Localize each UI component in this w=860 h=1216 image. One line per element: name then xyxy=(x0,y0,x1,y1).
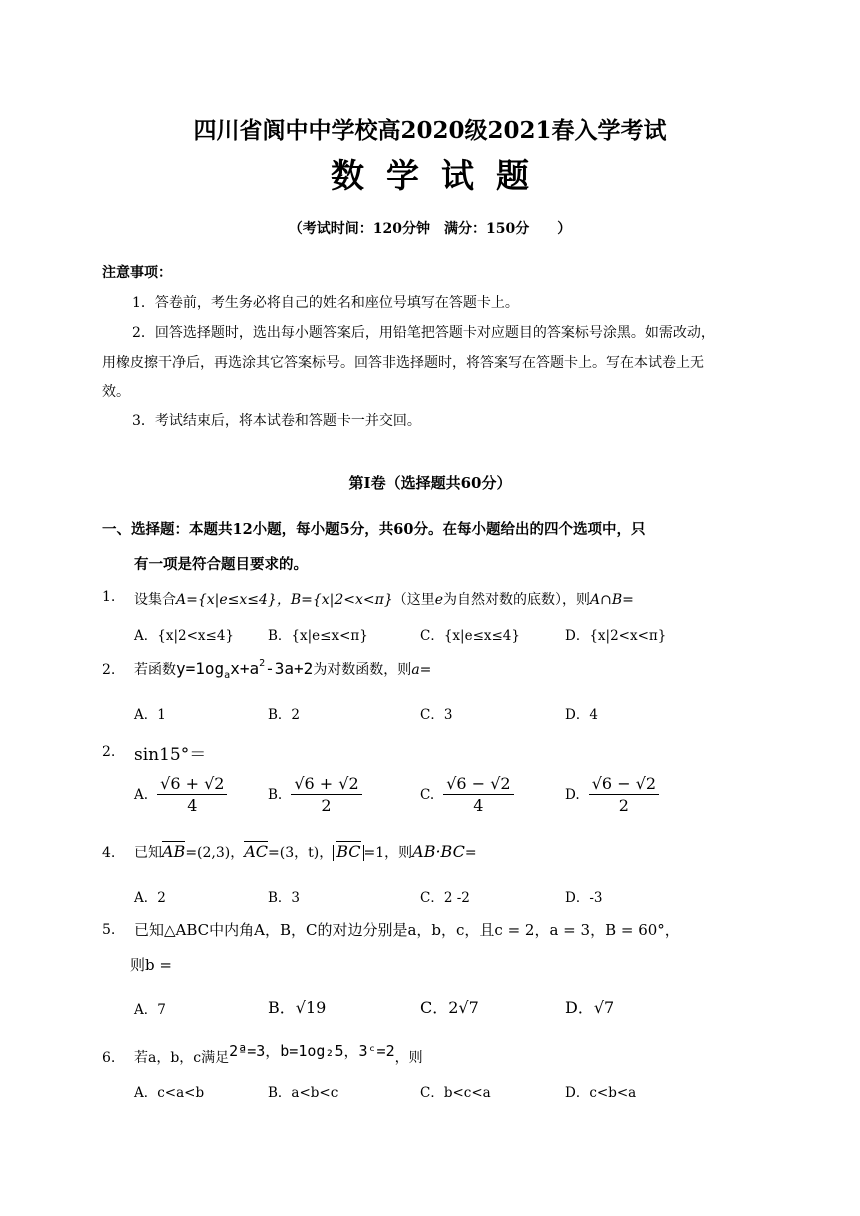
q2-stem-text-a: 若函数 xyxy=(134,662,176,678)
exam-title: 四川省阆中中学校高2020级2021春入学考试 xyxy=(193,117,667,144)
notice-item-2-line-1: 2．回答选择题时，选出每小题答案后，用铅笔把答题卡对应题目的答案标号涂黑。如需改动， xyxy=(132,325,715,341)
q1-option-d: D．{x|2<x<π} xyxy=(565,628,667,644)
part1-instructions-line-2: 有一项是符合题目要求的。 xyxy=(134,556,308,573)
notice-heading: 注意事项： xyxy=(102,265,172,281)
q3-option-c: C. $\frac{√6 - √2}{4}$ xyxy=(420,774,514,815)
q3-option-d-numerator: √6 − √2 xyxy=(589,774,659,795)
q1-stem xyxy=(134,589,634,609)
exam-info: （考试时间：120分钟 满分：150分 ） xyxy=(288,221,572,237)
notice-item-3: 3．考试结束后，将本试卷和答题卡一并交回。 xyxy=(132,413,421,429)
q3-option-a-denominator: 4 xyxy=(187,796,198,815)
q4-bc-value: =1，则 xyxy=(363,845,413,861)
q2-stem-text-b: 为对数函数，则 xyxy=(313,662,412,678)
q1-option-b: B．{x|e≤x<π} xyxy=(268,628,368,644)
q3-stem: sin15°＝ xyxy=(134,745,207,765)
q5-option-c: C．2√7 xyxy=(420,998,479,1017)
q3-option-a: A. $\frac{√6 + √2}{4}$ xyxy=(134,774,227,815)
q4-option-a: A．2 xyxy=(134,890,166,906)
q4-stem-text-a: 已知 xyxy=(134,845,162,861)
q3-option-d: D. $\frac{√6 - √2}{2}$ xyxy=(565,774,659,815)
q6-option-c: C．b<c<a xyxy=(420,1085,491,1101)
notice-item-1: 1．答卷前，考生务必将自己的姓名和座位号填写在答题卡上。 xyxy=(132,295,519,311)
q6-option-b: B．a<b<c xyxy=(268,1085,339,1101)
q4-number: 4. xyxy=(102,845,116,861)
q1-option-a: A．{x|2<x≤4} xyxy=(134,628,235,644)
q2-option-b: B．2 xyxy=(268,707,301,723)
q4-stem xyxy=(134,842,477,862)
q5-stem-line-1: 已知△ABC中内角A，B，C的对边分别是a，b，c，且c = 2，a = 3，B = 60°， xyxy=(134,921,680,939)
q4-dot-product: AB·BC xyxy=(412,842,465,861)
q3-option-b-denominator: 2 xyxy=(321,796,332,815)
q1-set-b: B={x|2<x<π} xyxy=(290,592,393,608)
q5-option-d: D．√7 xyxy=(565,998,615,1017)
q2-number: 2. xyxy=(102,662,116,678)
q3-option-b: B. $\frac{√6 + √2}{2}$ xyxy=(268,774,362,815)
q1-stem-text-b: （这里 xyxy=(392,592,435,608)
q3-option-c-numerator: √6 − √2 xyxy=(443,774,513,795)
q3-option-a-numerator: √6 + √2 xyxy=(157,774,227,795)
q2-option-d: D．4 xyxy=(565,707,598,723)
q4-option-c: C．2 -2 xyxy=(420,890,470,906)
q6-stem-text-b: ，则 xyxy=(394,1050,423,1066)
q2-option-a: A．1 xyxy=(134,707,166,723)
q1-ask: A∩B= xyxy=(590,592,634,608)
q6-formula: 2ª=3，b=1og₂5，3ᶜ=2 xyxy=(229,1042,395,1060)
section-title: 第Ⅰ卷（选择题共60分） xyxy=(348,474,512,492)
q4-eq: = xyxy=(464,845,477,861)
q4-ac-value: =(3，t)， xyxy=(268,845,334,861)
q3-option-d-denominator: 2 xyxy=(618,796,629,815)
q4-abs-bc: BC xyxy=(333,845,363,861)
q4-option-b: B．3 xyxy=(268,890,301,906)
q4-vector-ab: AB xyxy=(162,842,186,861)
q5-option-a: A．7 xyxy=(134,1002,166,1018)
exam-subtitle: 数学试题 xyxy=(331,156,551,195)
q6-stem-text-a: 若a，b，c满足 xyxy=(134,1050,230,1066)
q1-stem-text-a: 设集合 xyxy=(134,592,176,608)
q1-number: 1. xyxy=(102,589,116,605)
q2-stem xyxy=(134,658,431,681)
q1-e: e xyxy=(434,592,444,608)
q5-stem-line-2: 则b = xyxy=(130,956,172,974)
q6-stem xyxy=(134,1040,423,1067)
q1-set-a: A={x|e≤x≤4}， xyxy=(176,592,291,608)
q1-option-c: C．{x|e≤x≤4} xyxy=(420,628,520,644)
q2-option-c: C．3 xyxy=(420,707,453,723)
q2-formula: $y=1og_ax+a^2-3a+2$ xyxy=(176,658,314,681)
part1-instructions-line-1: 一、选择题：本题共12小题，每小题5分，共60分。在每小题给出的四个选项中，只 xyxy=(102,521,646,538)
notice-item-2-line-3: 效。 xyxy=(102,384,130,400)
q6-number: 6. xyxy=(102,1050,116,1066)
q6-option-a: A．c<a<b xyxy=(134,1085,205,1101)
q1-stem-text-c: 为自然对数的底数），则 xyxy=(443,592,591,608)
q2-ask: a= xyxy=(411,662,432,678)
q3-number: 2. xyxy=(102,744,116,760)
q4-vector-ac: AC xyxy=(244,842,269,861)
q6-option-d: D．c<b<a xyxy=(565,1085,637,1101)
q3-option-c-denominator: 4 xyxy=(473,796,484,815)
q5-option-b: B．√19 xyxy=(268,998,327,1017)
q3-option-b-numerator: √6 + √2 xyxy=(291,774,361,795)
notice-item-2-line-2: 用橡皮擦干净后，再选涂其它答案标号。回答非选择题时，将答案写在答题卡上。写在本试卷上无 xyxy=(102,355,704,371)
q4-ab-value: =(2,3)， xyxy=(185,845,245,861)
q4-option-d: D．-3 xyxy=(565,890,603,906)
q5-number: 5. xyxy=(102,922,116,938)
